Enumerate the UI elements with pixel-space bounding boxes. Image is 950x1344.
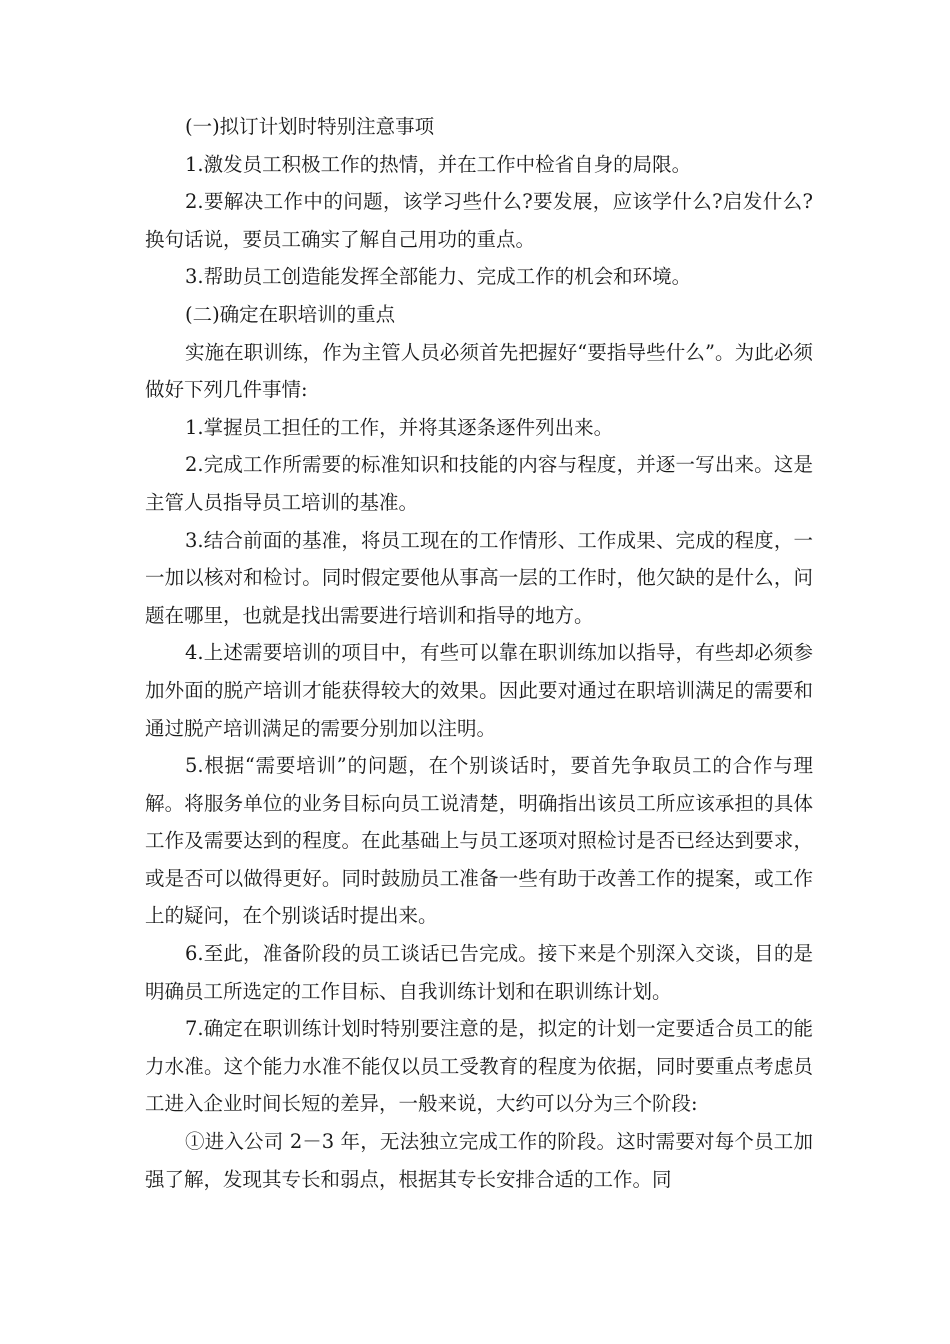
paragraph: 7.确定在职训练计划时特别要注意的是，拟定的计划一定要适合员工的能力水准。这个能力水准不能仅以员工受教育的程度为依据，同时要重点考虑员工进入企业时间长短的差异，一般来说，大约可以分为三个阶段:	[145, 1017, 813, 1116]
paragraph: 3.结合前面的基准，将员工现在的工作情形、工作成果、完成的程度，一一加以核对和检讨。同时假定要他从事高一层的工作时，他欠缺的是什么，问题在哪里，也就是找出需要进行培训和指导的地方。	[145, 528, 813, 627]
heading-1: (一)拟订计划时特别注意事项	[184, 115, 435, 138]
paragraph: 4.上述需要培训的项目中，有些可以靠在职训练加以指导，有些却必须参加外面的脱产培训才能获得较大的效果。因此要对通过在职培训满足的需要和通过脱产培训满足的需要分别加以注明。	[145, 641, 813, 740]
paragraph: 2.要解决工作中的问题，该学习些什么?要发展，应该学什么?启发什么?换句话说，要员工确实了解自己用功的重点。	[145, 190, 813, 251]
paragraph: ①进入公司 2－3 年，无法独立完成工作的阶段。这时需要对每个员工加强了解，发现其专长和弱点，根据其专长安排合适的工作。同	[145, 1130, 813, 1191]
paragraph: 1.激发员工积极工作的热情，并在工作中检省自身的局限。	[184, 152, 692, 176]
paragraph: 1.掌握员工担任的工作，并将其逐条逐件列出来。	[184, 415, 614, 439]
paragraph: 2.完成工作所需要的标准知识和技能的内容与程度，并逐一写出来。这是主管人员指导员工培训的基准。	[145, 453, 813, 514]
paragraph: 6.至此，准备阶段的员工谈话已告完成。接下来是个别深入交谈，目的是明确员工所选定的工作目标、自我训练计划和在职训练计划。	[145, 942, 813, 1003]
heading-2: (二)确定在职培训的重点	[184, 302, 396, 326]
paragraph: 实施在职训练，作为主管人员必须首先把握好“要指导些什么”。为此必须做好下列几件事情:	[145, 340, 813, 402]
document-body	[145, 108, 813, 1198]
paragraph: 5.根据“需要培训”的问题，在个别谈话时，要首先争取员工的合作与理解。将服务单位的业务目标向员工说清楚，明确指出该员工所应该承担的具体工作及需要达到的程度。在此基础上与员工逐项对照检讨是否已经达到要求，或是否可以做得更好。同时鼓励员工准备一些有助于改善工作的提案，或工作上的疑问，在个别谈话时提出来。	[145, 754, 813, 928]
paragraph: 3.帮助员工创造能发挥全部能力、完成工作的机会和环境。	[184, 265, 692, 289]
